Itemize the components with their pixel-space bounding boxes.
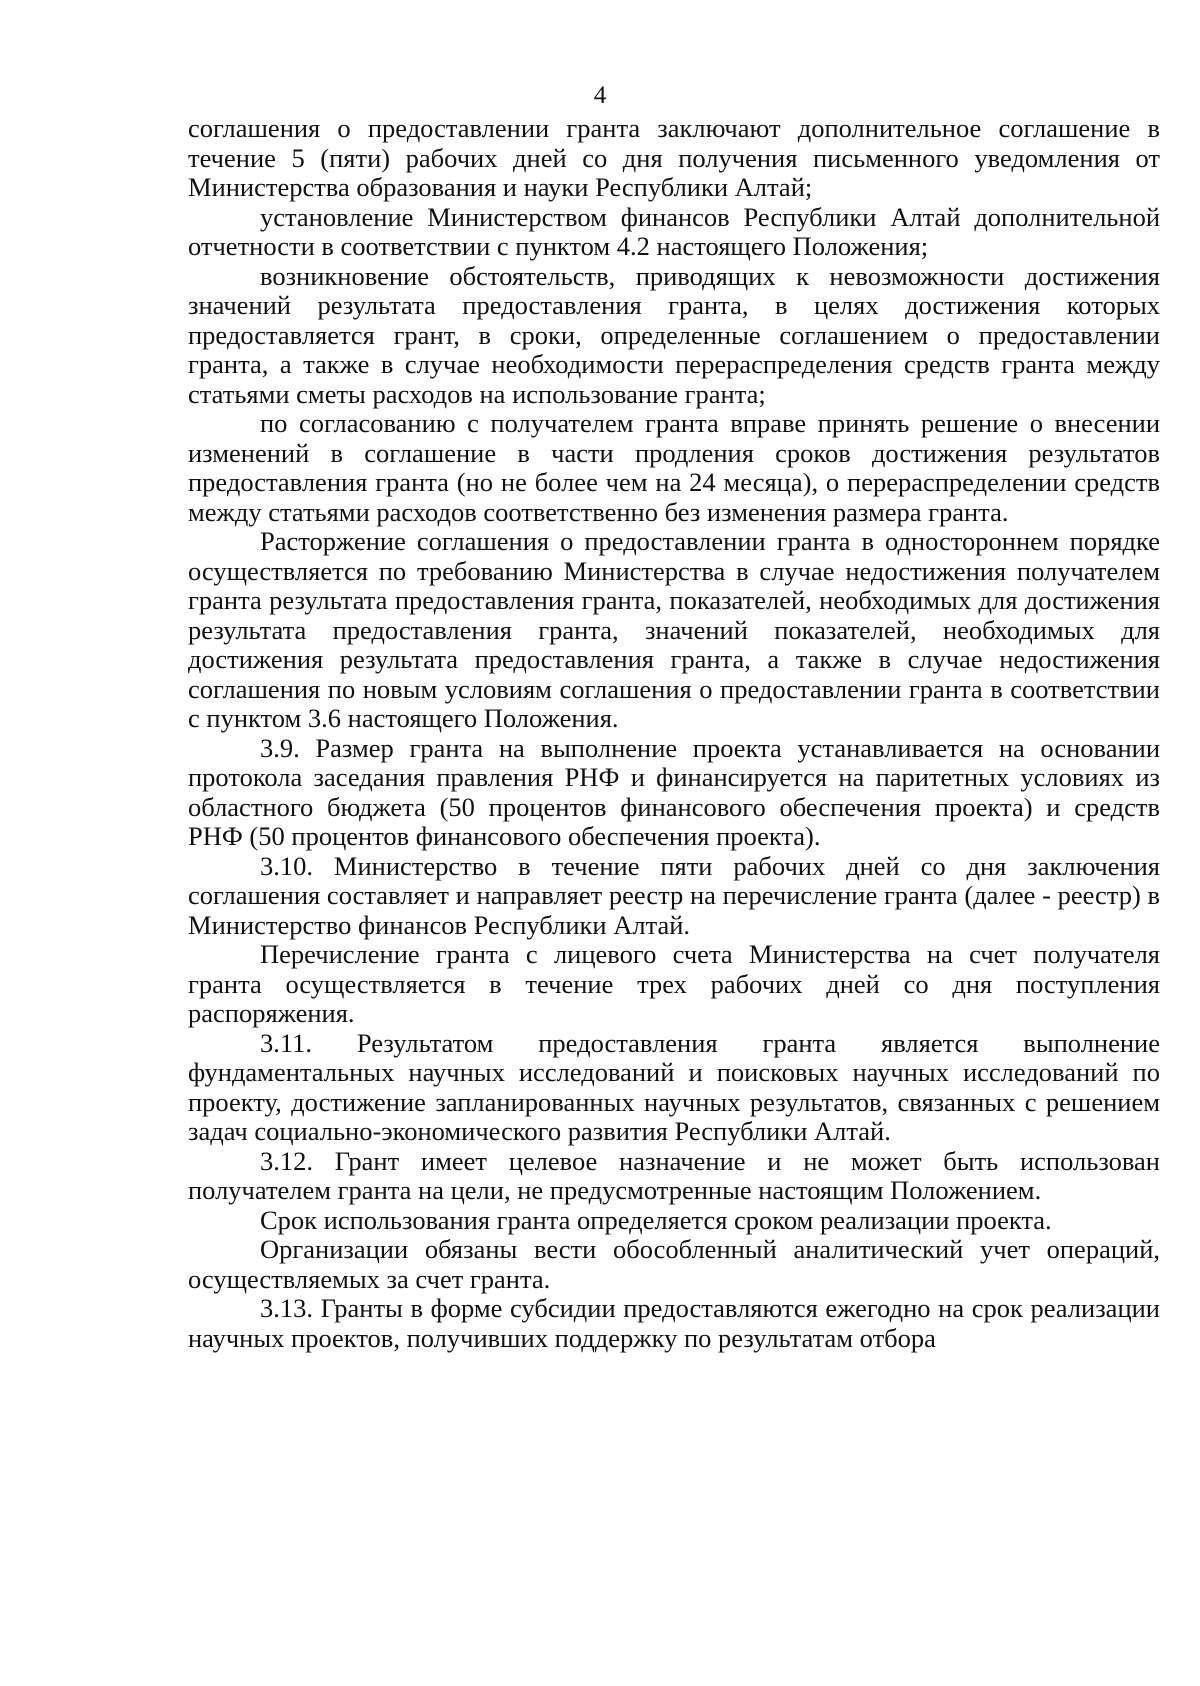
paragraph-2: установление Министерством финансов Республики Алтай дополнительной отчетности в соответствии с пунктом 4.2 настоящего Положения;	[188, 201, 1160, 261]
paragraph-11: Срок использования гранта определяется сроком реализации проекта.	[260, 1204, 1052, 1235]
paragraph-4: по согласованию с получателем гранта вправе принять решение о внесении изменений в соглашение в части продления сроков достижения результатов предоставления гранта (но не более чем на 24 месяца), о перераспределении средств между статьями расходов соответственно без изменения размера гранта.	[188, 408, 1160, 527]
paragraph-6: 3.9. Размер гранта на выполнение проекта устанавливается на основании протокола заседания правления РНФ и финансируется на паритетных условиях из областного бюджета (50 процентов финансового обеспечения проекта) и средств РНФ (50 процентов финансового обеспечения проекта).	[188, 732, 1160, 851]
document-body	[188, 114, 1160, 1353]
page-number: 4	[593, 82, 607, 109]
paragraph-12: Организации обязаны вести обособленный аналитический учет операций, осуществляемых за счет гранта.	[188, 1234, 1160, 1294]
paragraph-13: 3.13. Гранты в форме субсидии предоставляются ежегодно на срок реализации научных проектов, получивших поддержку по результатам отбора	[188, 1293, 1160, 1353]
paragraph-5: Расторжение соглашения о предоставлении гранта в одностороннем порядке осуществляется по требованию Министерства в случае недостижения получателем гранта результата предоставления гранта, показателей, необходимых для достижения результата предоставления гранта, значений показателей, необходимых для достижения результата предоставления гранта, а также в случае недостижения соглашения по новым условиям соглашения о предоставлении гранта в соответствии с пунктом 3.6 настоящего Положения.	[188, 526, 1160, 733]
paragraph-8: Перечисление гранта с лицевого счета Министерства на счет получателя гранта осуществляется в течение трех рабочих дней со дня поступления распоряжения.	[188, 939, 1160, 1028]
paragraph-1: соглашения о предоставлении гранта заключают дополнительное соглашение в течение 5 (пяти) рабочих дней со дня получения письменного уведомления от Министерства образования и науки Республики Алтай;	[188, 113, 1160, 202]
paragraph-7: 3.10. Министерство в течение пяти рабочих дней со дня заключения соглашения составляет и направляет реестр на перечисление гранта (далее - реестр) в Министерство финансов Республики Алтай.	[188, 850, 1160, 940]
paragraph-3: возникновение обстоятельств, приводящих к невозможности достижения значений результата предоставления гранта, в целях достижения которых предоставляется грант, в сроки, определенные соглашением о предоставлении гранта, а также в случае необходимости перераспределения средств гранта между статьями сметы расходов на использование гранта;	[188, 260, 1160, 409]
paragraph-9: 3.11. Результатом предоставления гранта является выполнение фундаментальных научных исследований и поисковых научных исследований по проекту, достижение запланированных научных результатов, связанных с решением задач социально-экономического развития Республики Алтай.	[188, 1027, 1160, 1146]
paragraph-10: 3.12. Грант имеет целевое назначение и не может быть использован получателем гранта на цели, не предусмотренные настоящим Положением.	[188, 1145, 1160, 1205]
